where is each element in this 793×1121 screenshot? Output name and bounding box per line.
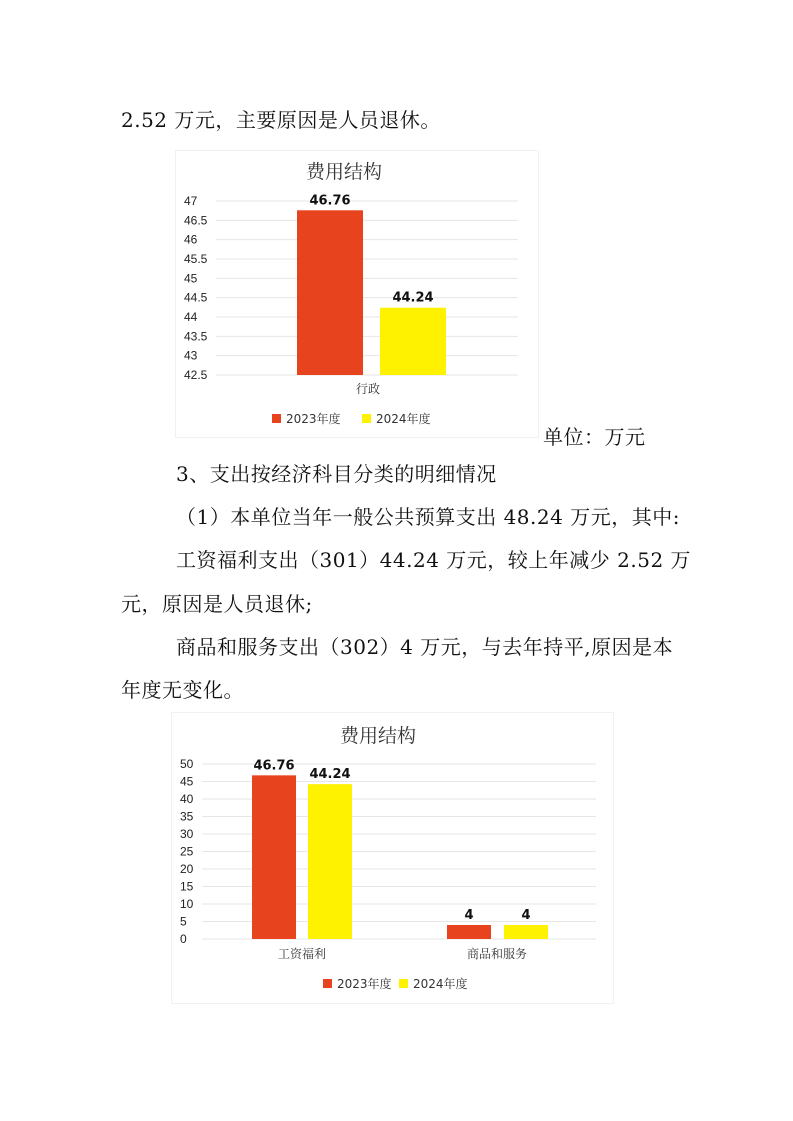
bar (252, 775, 296, 939)
paragraph-1: （1）本单位当年一般公共预算支出 48.24 万元，其中: (176, 505, 680, 529)
bar (308, 784, 352, 939)
chart-2-container (171, 712, 614, 1004)
y-tick-label: 47 (184, 194, 198, 208)
data-label: 46.76 (309, 193, 351, 209)
y-tick-label: 43.5 (184, 329, 208, 344)
y-tick-label: 0 (180, 932, 187, 946)
legend-swatch (272, 414, 281, 423)
y-tick-label: 40 (180, 792, 194, 806)
y-tick-label: 45 (184, 271, 198, 286)
data-label: 4 (464, 908, 474, 923)
unit-label: 单位：万元 (543, 425, 646, 449)
chart-1 (176, 151, 538, 437)
y-tick-label: 10 (180, 897, 194, 911)
y-tick-label: 45.5 (184, 252, 208, 266)
y-tick-label: 15 (180, 879, 194, 894)
y-tick-label: 46.5 (184, 213, 208, 228)
y-tick-label: 30 (180, 827, 194, 841)
y-tick-label: 44 (184, 310, 198, 324)
bar (297, 210, 363, 375)
chart-title: 费用结构 (305, 161, 383, 183)
paragraph-3-line-2: 年度无变化。 (121, 678, 244, 702)
bar (504, 925, 548, 939)
bar (380, 308, 446, 375)
data-label: 44.24 (392, 290, 434, 306)
data-label: 44.24 (309, 767, 351, 783)
legend-swatch (323, 979, 332, 988)
y-tick-label: 35 (180, 809, 194, 824)
chart-2 (172, 713, 613, 1003)
y-tick-label: 25 (180, 844, 194, 859)
legend-label: 2023年度 (337, 977, 392, 991)
y-tick-label: 44.5 (184, 290, 208, 305)
y-tick-label: 42.5 (184, 368, 208, 382)
y-tick-label: 43 (184, 348, 198, 363)
paragraph-3-line-1: 商品和服务支出（302）4 万元，与去年持平,原因是本 (176, 635, 674, 659)
x-category-label: 工资福利 (277, 947, 327, 961)
legend-swatch (362, 414, 371, 423)
y-tick-label: 20 (180, 862, 194, 876)
y-tick-label: 5 (180, 914, 187, 929)
chart-1-container (175, 150, 539, 438)
paragraph-2-line-2: 元，原因是人员退休; (121, 592, 313, 616)
paragraph-2-line-1: 工资福利支出（301）44.24 万元，较上年减少 2.52 万 (176, 548, 692, 572)
x-category-label: 商品和服务 (466, 947, 528, 961)
chart-title: 费用结构 (339, 725, 417, 747)
y-tick-label: 46 (184, 232, 198, 247)
data-label: 4 (521, 908, 531, 923)
bar (447, 925, 491, 939)
text-line-1: 2.52 万元，主要原因是人员退休。 (121, 108, 441, 132)
legend-label: 2024年度 (413, 977, 468, 991)
section-heading: 3、支出按经济科目分类的明细情况 (176, 462, 497, 486)
legend-swatch (399, 979, 408, 988)
legend-label: 2024年度 (376, 412, 431, 426)
y-tick-label: 50 (180, 757, 194, 771)
x-category-label: 行政 (355, 382, 381, 396)
data-label: 46.76 (253, 758, 295, 774)
legend-label: 2023年度 (286, 412, 341, 426)
y-tick-label: 45 (180, 774, 194, 789)
